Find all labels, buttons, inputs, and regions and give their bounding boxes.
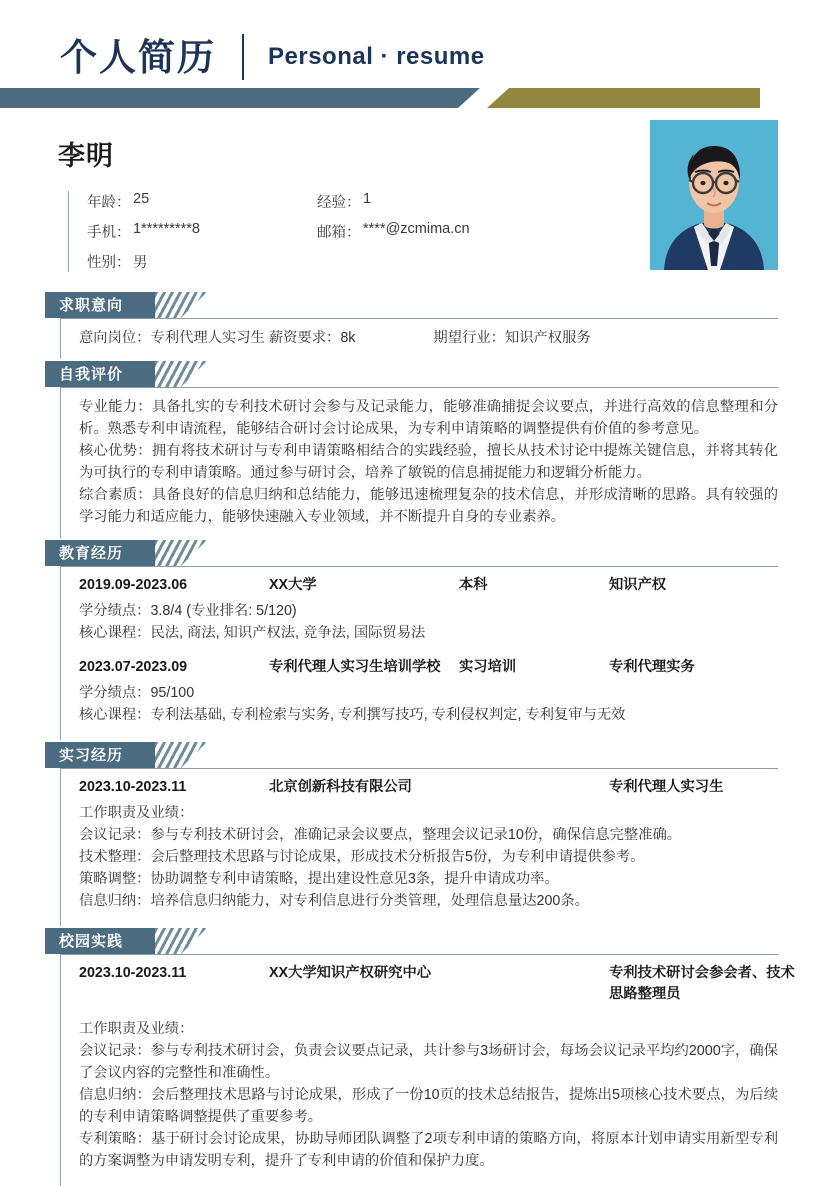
title-divider: [242, 34, 244, 80]
campus-duty-item: 专利策略：基于研讨会讨论成果，协助导师团队调整了2项专利申请的策略方向，将原本计划申请实用新型专利的方案调整为申请发明专利，提升了专利申请的价值和保护力度。: [79, 1131, 778, 1169]
section-self-evaluation: [0, 361, 820, 538]
campus-org: XX大学知识产权研究中心: [269, 965, 432, 981]
field-phone-label: 手机 ：: [87, 221, 133, 242]
section-header-job-intent: [45, 292, 205, 318]
section-body-self-evaluation: [60, 387, 778, 538]
section-header-stripes: [155, 540, 207, 566]
masthead: [0, 0, 820, 112]
section-body-internship: [60, 768, 778, 926]
section-header-campus-practice: [45, 928, 205, 954]
section-body-job-intent: [60, 318, 778, 359]
education-courses: 核心课程：专利法基础, 专利检索与实务, 专利撰写技巧, 专利侵权判定, 专利复审与无效: [79, 707, 626, 723]
education-school: XX大学: [269, 577, 317, 593]
campus-role: 专利技术研讨会参会者、技术思路整理员: [609, 965, 795, 1002]
internship-role: 专利代理人实习生: [609, 779, 724, 795]
field-email: [317, 221, 607, 242]
job-intent-position-salary: 意向岗位：专利代理人实习生 薪资要求：8k: [79, 330, 356, 346]
education-entry-header: [79, 575, 778, 596]
campus-entry-header: [79, 963, 795, 1005]
field-gender-label: 性别 ：: [87, 251, 133, 272]
education-major: 知识产权: [609, 577, 667, 593]
section-header-stripes: [155, 292, 207, 318]
section-title-education: 教育经历: [59, 544, 124, 562]
section-title-job-intent: 求职意向: [59, 296, 124, 314]
profile-fields: [68, 191, 607, 272]
campus-date: 2023.10-2023.11: [79, 965, 187, 981]
masthead-title-group: [0, 0, 820, 86]
section-header-stripes: [155, 361, 207, 387]
education-gpa: 学分绩点：3.8/4 (专业排名: 5/120): [79, 603, 297, 619]
field-empty-slot: [317, 251, 607, 272]
section-education: [0, 540, 820, 740]
field-age: [87, 191, 317, 212]
internship-duty-item: 信息归纳：培养信息归纳能力，对专利信息进行分类管理，处理信息量达200条。: [79, 893, 589, 909]
section-body-campus-practice: [60, 954, 795, 1186]
field-age-label: 年龄 ：: [87, 191, 133, 212]
entry-spacer: [79, 648, 778, 657]
header-band: [0, 88, 820, 108]
section-header-internship: [45, 742, 205, 768]
education-degree: 实习培训: [459, 659, 517, 675]
education-degree: 本科: [459, 577, 488, 593]
section-title-campus-practice: 校园实践: [59, 932, 124, 950]
campus-duties-label: 工作职责及业绩：: [79, 1021, 194, 1037]
entry-spacer: [79, 1009, 778, 1018]
campus-duty-item: 信息归纳：会后整理技术思路与讨论成果，形成了一份10页的技术总结报告，提炼出5项核心技术要点，为后续的专利申请策略调整提供了重要参考。: [79, 1087, 778, 1125]
field-experience-label: 经验 ：: [317, 191, 363, 212]
section-header-education: [45, 540, 205, 566]
page-title-en: Personal · resume: [268, 43, 485, 70]
education-entry: [79, 657, 778, 726]
campus-duty-item: 会议记录：参与专利技术研讨会，负责会议要点记录，共计参与3场研讨会，每场会议记录平均约2000字，确保了会议内容的完整性和准确性。: [79, 1043, 778, 1081]
self-eval-paragraph: 专业能力：具备扎实的专利技术研讨会参与及记录能力，能够准确捕捉会议要点，并进行高效的信息整理和分析。熟悉专利申请流程，能够结合研讨会讨论成果，为专利申请策略的调整提供有价值的参考意见。: [79, 399, 778, 437]
field-email-label: 邮箱 ：: [317, 221, 363, 242]
field-experience: [317, 191, 607, 212]
internship-entry: [79, 777, 778, 912]
section-header-self-evaluation: [45, 361, 205, 387]
internship-duty-item: 会议记录：参与专利技术研讨会，准确记录会议要点，整理会议记录10份，确保信息完整准确。: [79, 827, 682, 843]
profile-photo: [650, 120, 778, 270]
education-courses: 核心课程：民法, 商法, 知识产权法, 竞争法, 国际贸易法: [79, 625, 426, 641]
internship-duties-label: 工作职责及业绩：: [79, 805, 194, 821]
section-title-internship: 实习经历: [59, 746, 124, 764]
header-band-blue: [0, 88, 480, 108]
page-title-cn: 个人简历: [60, 35, 216, 79]
campus-entry: [79, 963, 795, 1172]
section-job-intent: [0, 292, 820, 359]
education-gpa: 学分绩点：95/100: [79, 685, 195, 701]
portrait-illustration-icon: [650, 120, 778, 270]
section-header-stripes: [155, 928, 207, 954]
internship-duty-item: 技术整理：会后整理技术思路与讨论成果，形成技术分析报告5份，为专利申请提供参考。: [79, 849, 645, 865]
self-eval-paragraph: 综合素质：具备良好的信息归纳和总结能力，能够迅速梳理复杂的技术信息，并形成清晰的思路。具有较强的学习能力和适应能力，能够快速融入专业领域，并不断提升自身的专业素养。: [79, 487, 778, 525]
education-school: 专利代理人实习生培训学校: [269, 659, 441, 675]
section-body-education: [60, 566, 778, 740]
education-major: 专利代理实务: [609, 659, 695, 675]
person-name: 李明: [58, 141, 114, 171]
education-date: 2023.07-2023.09: [79, 659, 188, 675]
job-intent-row: [79, 327, 778, 349]
self-eval-paragraph: 核心优势：拥有将技术研讨与专利申请策略相结合的实践经验，擅长从技术讨论中提炼关键信息，并将其转化为可执行的专利申请策略。通过参与研讨会，培养了敏锐的信息捕捉能力和逻辑分析能力。: [79, 443, 778, 481]
section-campus-practice: [0, 928, 820, 1186]
internship-company: 北京创新科技有限公司: [269, 779, 412, 795]
section-header-stripes: [155, 742, 207, 768]
profile-section: [0, 112, 820, 290]
field-gender: [87, 251, 317, 272]
education-date: 2019.09-2023.06: [79, 577, 188, 593]
field-experience-value: 1: [363, 191, 372, 207]
education-entry: [79, 575, 778, 644]
internship-duty-item: 策略调整：协助调整专利申请策略，提出建设性意见3条，提升申请成功率。: [79, 871, 559, 887]
field-age-value: 25: [133, 191, 150, 207]
internship-date: 2023.10-2023.11: [79, 779, 187, 795]
field-phone-value: 1*********8: [133, 221, 200, 237]
field-phone: [87, 221, 317, 242]
field-email-value: ****@zcmima.cn: [363, 221, 470, 237]
education-entry-header: [79, 657, 778, 678]
section-title-self-evaluation: 自我评价: [59, 365, 124, 383]
header-band-gold: [487, 88, 760, 108]
job-intent-industry: 期望行业：知识产权服务: [433, 330, 591, 346]
internship-entry-header: [79, 777, 778, 798]
field-gender-value: 男: [133, 255, 148, 271]
section-internship: [0, 742, 820, 926]
